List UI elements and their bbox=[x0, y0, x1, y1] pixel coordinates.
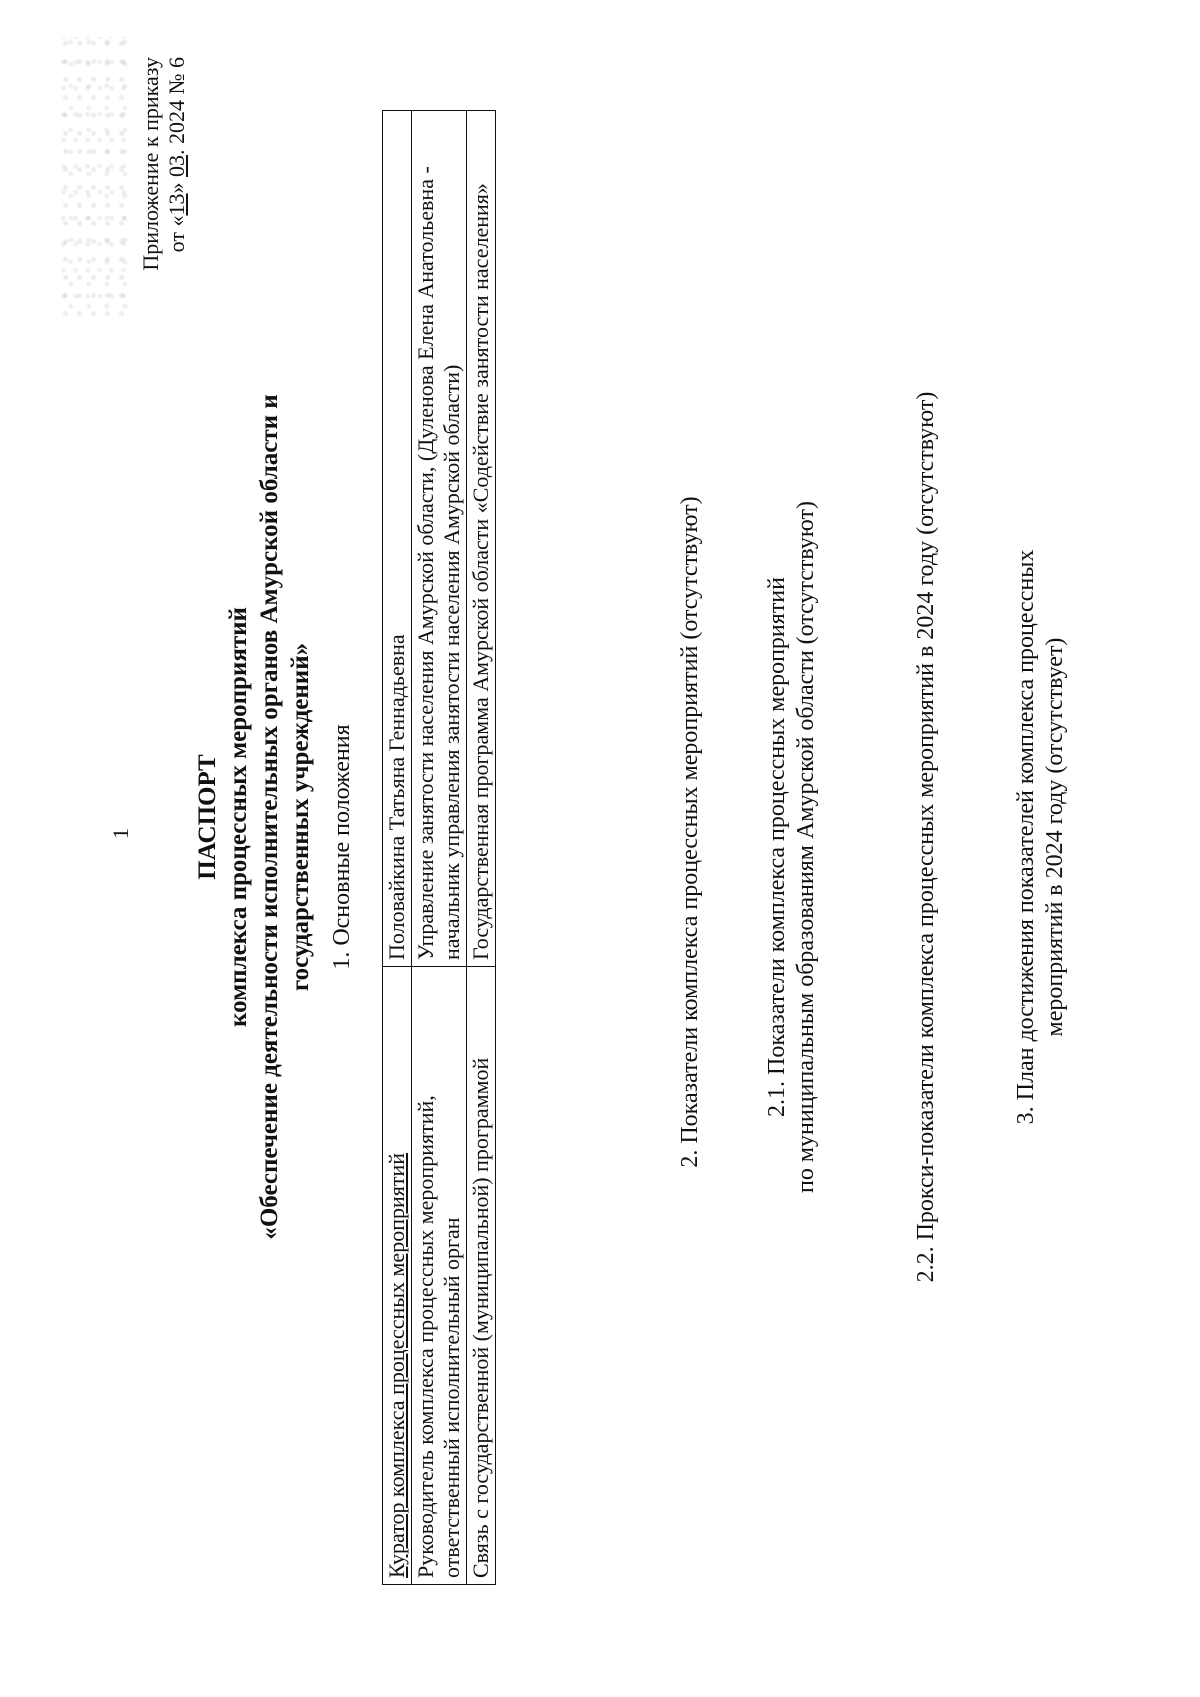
stamp-residue bbox=[60, 37, 130, 317]
table-cell-value: Управление занятости населения Амурской области, (Дуленова Елена Анатольевна - начальник управления занятости населения Амурской области) bbox=[412, 111, 467, 967]
table-cell-key bbox=[383, 967, 412, 1585]
appendix-year-number: . 2024 № 6 bbox=[164, 57, 189, 155]
page-number: 1 bbox=[108, 828, 133, 839]
document-title bbox=[192, 317, 316, 1317]
section3-line2: мероприятий в 2024 году (отсутствует) bbox=[1042, 637, 1068, 1037]
section2-1-line2: по муниципальным образованиям Амурской области (отсутствуют) bbox=[793, 501, 819, 1193]
table-row bbox=[467, 111, 496, 1585]
appendix-line1: Приложение к приказу bbox=[138, 57, 163, 271]
section1-title: 1. Основные положения bbox=[329, 724, 355, 970]
appendix-sep: » bbox=[164, 177, 189, 194]
table-cell-key: Руководитель комплекса процессных мероприятий, ответственный исполнительный орган bbox=[412, 967, 467, 1585]
appendix-note bbox=[138, 57, 190, 387]
section3-title bbox=[1012, 457, 1070, 1217]
title-line1: ПАСПОРТ bbox=[194, 754, 221, 880]
curator-label: Куратор комплекса процессных мероприятий bbox=[384, 1152, 409, 1578]
basic-provisions-table bbox=[382, 110, 496, 1585]
appendix-prefix: от « bbox=[164, 215, 189, 253]
appendix-line2 bbox=[164, 57, 190, 387]
table-cell-key: Связь с государственной (муниципальной) программой bbox=[467, 967, 496, 1585]
appendix-month: 03 bbox=[164, 155, 189, 177]
section2-1-title bbox=[763, 347, 821, 1347]
section2-1-line1: 2.1. Показатели комплекса процессных мероприятий bbox=[764, 577, 790, 1118]
table-cell-value: Половайкина Татьяна Геннадьевна bbox=[383, 111, 412, 967]
title-line3: «Обеспечение деятельности исполнительных органов Амурской области и государственных учреждений» bbox=[256, 394, 314, 1240]
table-cell-value: Государственная программа Амурской области «Содействие занятости населения» bbox=[467, 111, 496, 967]
table-row bbox=[412, 111, 467, 1585]
appendix-day: 13 bbox=[164, 193, 189, 216]
section2-title: 2. Показатели комплекса процессных мероприятий (отсутствуют) bbox=[677, 496, 703, 1168]
section3-line1: 3. План достижения показателей комплекса процессных bbox=[1013, 549, 1039, 1125]
section2-2-title: 2.2. Прокси-показатели комплекса процессных мероприятий в 2024 году (отсутствуют) bbox=[913, 391, 939, 1283]
table-row bbox=[383, 111, 412, 1585]
title-line2: комплекса процессных мероприятий bbox=[225, 607, 252, 1027]
